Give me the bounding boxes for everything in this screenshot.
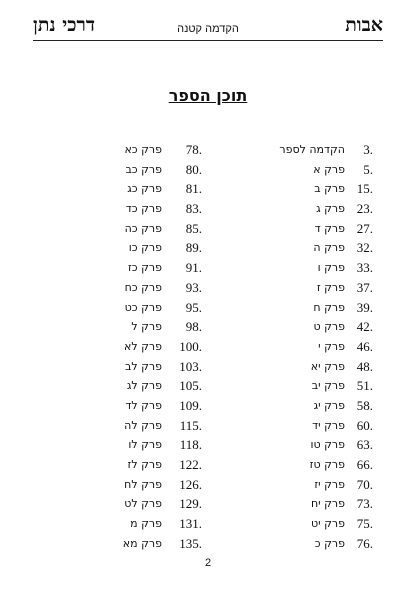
toc-chapter-label: פרק כג xyxy=(127,182,162,196)
toc-entry xyxy=(253,376,373,396)
toc-entry xyxy=(253,435,373,455)
toc-entry xyxy=(253,494,373,514)
toc-page-number: 78. xyxy=(185,142,202,157)
toc-entry xyxy=(92,278,202,298)
toc-entry xyxy=(253,199,373,219)
toc-chapter-label: פרק לה xyxy=(124,418,162,432)
toc-entry xyxy=(92,219,202,239)
toc-entry xyxy=(253,179,373,199)
toc-page-number: 129. xyxy=(179,496,202,512)
toc-chapter-label: פרק כא xyxy=(124,143,162,156)
toc-page-number: 51. xyxy=(356,378,373,394)
toc-page-number: 109. xyxy=(179,397,202,413)
toc-chapter-label: פרק כב xyxy=(125,162,162,176)
toc-entry xyxy=(253,337,373,357)
toc-page-number: 70. xyxy=(356,476,373,492)
toc-entry xyxy=(92,238,202,258)
toc-chapter-label: פרק לא xyxy=(124,339,162,353)
toc-page-number: 58. xyxy=(356,397,373,413)
toc-page-number: 66. xyxy=(356,457,373,472)
toc-entry xyxy=(253,278,373,298)
toc-chapter-label: פרק מא xyxy=(122,536,162,550)
toc-entry xyxy=(253,475,373,495)
toc-entry xyxy=(253,160,373,180)
toc-chapter-label: פרק לט xyxy=(124,497,162,511)
toc-page-number: 122. xyxy=(179,457,202,472)
toc-chapter-label: פרק לח xyxy=(124,477,162,491)
toc-page-number: 98. xyxy=(185,319,202,335)
toc-chapter-label: פרק כ xyxy=(314,536,345,550)
toc-chapter-label: פרק כו xyxy=(128,241,162,255)
toc-chapter-label: הקדמה לספר xyxy=(279,143,345,156)
toc-chapter-label: פרק ד xyxy=(314,221,345,235)
toc-title: תוכן הספר xyxy=(168,86,248,105)
toc-chapter-label: פרק ח xyxy=(313,300,345,314)
toc-chapter-label: פרק יד xyxy=(312,418,345,432)
toc-chapter-label: פרק לב xyxy=(125,359,162,373)
toc-chapter-label: פרק לד xyxy=(125,398,162,412)
toc-page-number: 131. xyxy=(179,516,202,532)
toc-chapter-label: פרק כז xyxy=(127,261,162,275)
toc-entry xyxy=(92,455,202,475)
toc-chapter-label: פרק יח xyxy=(310,497,345,511)
toc-page-number: 42. xyxy=(356,319,373,335)
toc-right-column xyxy=(253,140,373,553)
toc-chapter-label: פרק לז xyxy=(127,458,162,471)
toc-entry xyxy=(92,514,202,534)
toc-entry xyxy=(92,179,202,199)
toc-page-number: 37. xyxy=(356,279,373,295)
toc-page-number: 60. xyxy=(356,417,373,433)
toc-page-number: 3. xyxy=(363,142,373,157)
toc-chapter-label: פרק יז xyxy=(314,477,345,491)
toc-page-number: 135. xyxy=(179,535,202,551)
toc-page-number: 126. xyxy=(179,476,202,492)
toc-chapter-label: פרק ג xyxy=(316,202,345,216)
header-section-title: הקדמה קטנה xyxy=(177,23,239,35)
toc-page-number: 89. xyxy=(185,240,202,256)
toc-chapter-label: פרק י xyxy=(318,339,345,353)
toc-page-number: 118. xyxy=(179,437,202,453)
toc-entry xyxy=(92,199,202,219)
toc-chapter-label: פרק לג xyxy=(126,379,162,393)
toc-entry xyxy=(92,160,202,180)
toc-left-column xyxy=(92,140,202,553)
toc-chapter-label: פרק כט xyxy=(124,300,162,314)
toc-page-number: 23. xyxy=(356,201,373,217)
toc-chapter-label: פרק א xyxy=(313,162,345,176)
toc-page-number: 80. xyxy=(185,161,202,177)
toc-entry xyxy=(92,258,202,278)
toc-entry xyxy=(92,435,202,455)
toc-chapter-label: פרק ב xyxy=(314,182,345,196)
toc-page-number: 83. xyxy=(185,201,202,217)
toc-page-number: 91. xyxy=(185,260,202,276)
toc-entry xyxy=(253,534,373,554)
toc-entry xyxy=(253,396,373,416)
toc-entry xyxy=(253,317,373,337)
toc-page-number: 85. xyxy=(185,220,202,236)
toc-page-number: 103. xyxy=(179,358,202,374)
toc-entry xyxy=(92,416,202,436)
toc-page-number: 27. xyxy=(356,220,373,236)
toc-chapter-label: פרק ל xyxy=(131,320,162,334)
toc-entry xyxy=(92,337,202,357)
toc-page-number: 100. xyxy=(179,338,202,354)
toc-entry xyxy=(253,416,373,436)
toc-chapter-label: פרק טו xyxy=(310,438,345,452)
toc-page-number: 39. xyxy=(356,299,373,315)
toc-chapter-label: פרק יא xyxy=(310,359,345,373)
toc-chapter-label: פרק טז xyxy=(309,458,345,471)
toc-page-number: 75. xyxy=(356,516,373,532)
toc-entry xyxy=(253,298,373,318)
toc-chapter-label: פרק כד xyxy=(125,202,162,216)
toc-chapter-label: פרק מ xyxy=(130,517,162,531)
toc-page-number: 63. xyxy=(356,437,373,453)
toc-chapter-label: פרק ז xyxy=(316,280,345,294)
toc-entry xyxy=(92,298,202,318)
toc-entry xyxy=(92,317,202,337)
toc-entry xyxy=(253,455,373,475)
toc-chapter-label: פרק ה xyxy=(313,241,345,255)
toc-chapter-label: פרק כה xyxy=(124,221,162,235)
toc-entry xyxy=(92,396,202,416)
toc-chapter-label: פרק כח xyxy=(124,280,162,294)
toc-chapter-label: פרק יט xyxy=(311,517,345,531)
toc-page-number: 5. xyxy=(363,161,373,177)
toc-page-number: 95. xyxy=(185,299,202,315)
toc-chapter-label: פרק יג xyxy=(313,398,345,412)
toc-entry xyxy=(92,534,202,554)
toc-page-number: 33. xyxy=(356,260,373,276)
toc-chapter-label: פרק ו xyxy=(317,261,345,275)
toc-page-number: 76. xyxy=(356,535,373,551)
toc-page-number: 93. xyxy=(185,279,202,295)
toc-entry xyxy=(253,140,373,160)
toc-entry xyxy=(92,494,202,514)
toc-page-number: 46. xyxy=(356,338,373,354)
toc-page-number: 15. xyxy=(356,181,373,197)
toc-entry xyxy=(92,376,202,396)
toc-chapter-label: פרק יב xyxy=(311,379,345,393)
header-book-title: דרכי נתן xyxy=(33,14,95,36)
toc-entry xyxy=(92,140,202,160)
running-header xyxy=(33,14,383,41)
toc-entry xyxy=(92,475,202,495)
toc-page-number: 48. xyxy=(356,358,373,374)
toc-entry xyxy=(253,357,373,377)
header-tractate-title: אבות xyxy=(345,14,383,36)
toc-chapter-label: פרק לו xyxy=(128,438,162,452)
toc-page-number: 105. xyxy=(179,378,202,394)
toc-entry xyxy=(253,258,373,278)
toc-entry xyxy=(253,514,373,534)
toc-page-number: 115. xyxy=(179,417,202,433)
page-number: 2 xyxy=(204,557,212,569)
toc-entry xyxy=(253,219,373,239)
toc-page-number: 81. xyxy=(185,181,202,197)
toc-entry xyxy=(253,238,373,258)
toc-entry xyxy=(92,357,202,377)
toc-chapter-label: פרק ט xyxy=(313,320,345,334)
toc-page-number: 32. xyxy=(356,240,373,256)
toc-page-number: 73. xyxy=(356,496,373,512)
